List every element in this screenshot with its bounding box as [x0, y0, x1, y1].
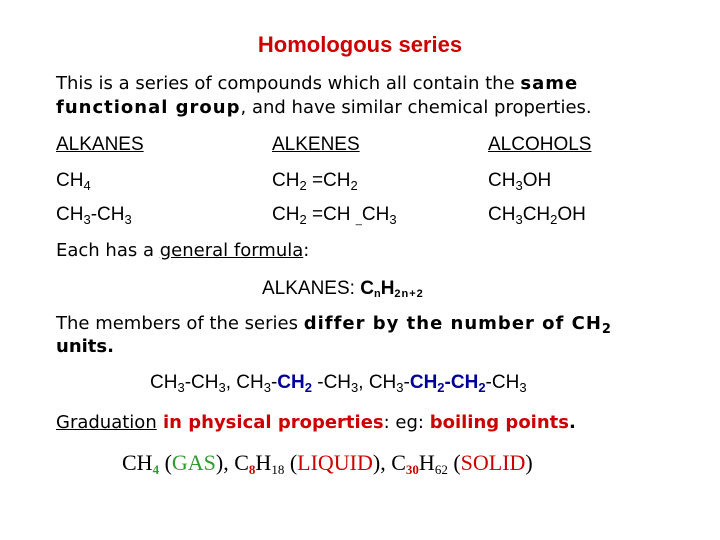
cell-alkene-2: $CH_2 =CH$ $\_CH_3$: [272, 204, 397, 227]
states-line: $CH_4$ (GAS), $C_8H_{18}$ (LIQUID), $C_{30}H_{62}$ (SOLID): [122, 450, 533, 477]
cell-alkane-2: $CH_3-CH_3$: [56, 204, 132, 227]
graduation-line: Graduation in physical properties: eg: boiling points.: [56, 412, 576, 433]
intro-bold: same functional group: [56, 73, 579, 118]
general-formula-link[interactable]: general formula: [159, 240, 304, 261]
graduation-link[interactable]: Graduation: [56, 412, 157, 433]
members-line-2: units.: [56, 336, 114, 357]
intro-text-1: This is a series of compounds which all contain the: [56, 73, 521, 94]
header-alcohols: ALCOHOLS: [488, 134, 592, 155]
cell-alkene-1: $CH_2 =CH_2$: [272, 170, 358, 193]
intro-text-2: , and have similar chemical properties.: [240, 97, 592, 118]
header-alkanes: ALKANES: [56, 134, 144, 155]
cell-alkane-1: $CH_4$: [56, 170, 91, 193]
cell-alcohol-1: $CH_3OH$: [488, 170, 552, 193]
intro-paragraph: [56, 72, 676, 120]
page-title: Homologous series: [257, 32, 463, 57]
alkane-formula: ALKANES: CnH2n+2: [262, 278, 424, 300]
header-alkenes: ALKENES: [272, 134, 360, 155]
cell-alcohol-2: $CH_3CH_2OH$: [488, 204, 586, 227]
general-formula-line: Each has a general formula:: [56, 240, 310, 261]
examples-line: $CH_3-CH_3$, $CH_3-CH_2$ $-CH_3$, $CH_3-CH_2-CH_2-CH_3$: [150, 372, 527, 395]
members-line-1: The members of the series differ by the number of $CH_2$: [56, 313, 611, 337]
